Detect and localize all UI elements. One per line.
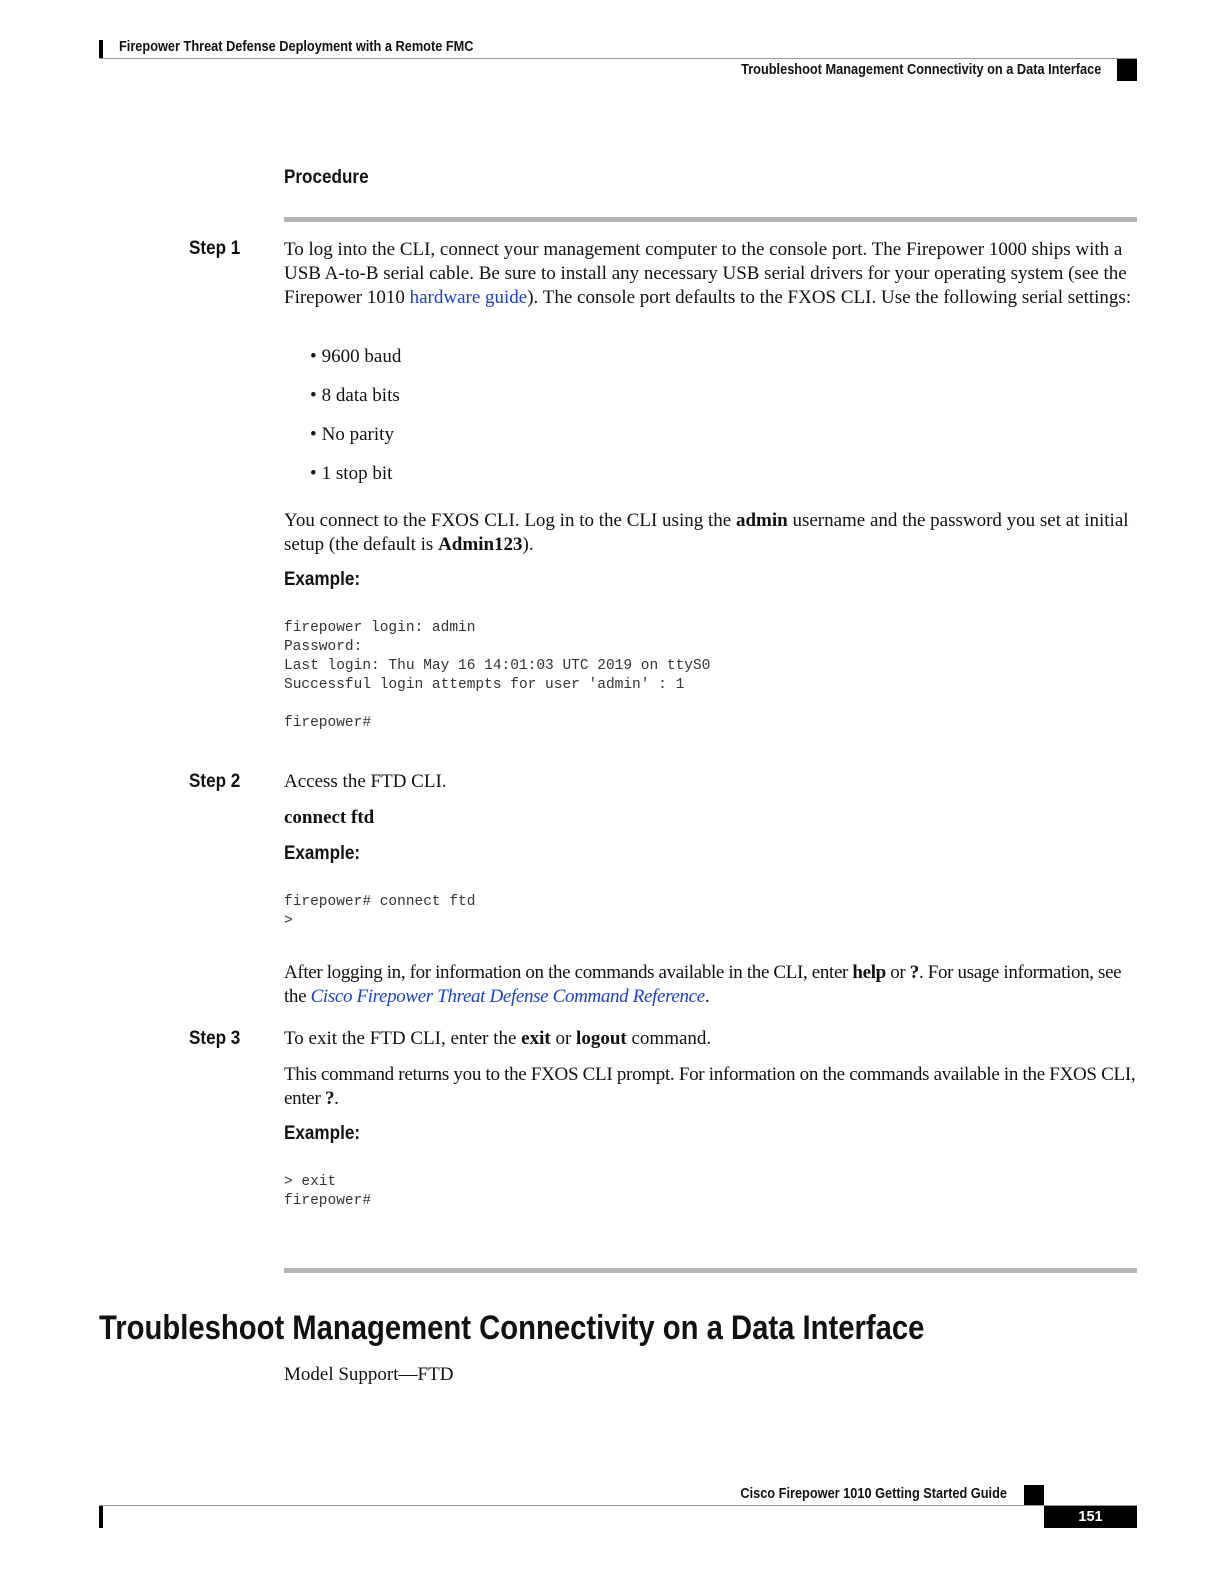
step-2-example-label: Example:	[284, 843, 361, 864]
login-text-2: username and the password you set at initial setup (the default is	[284, 510, 1129, 555]
header-left-bar	[99, 40, 103, 58]
step-1-example-label: Example:	[284, 569, 361, 590]
exit-text-2: command.	[626, 1028, 712, 1049]
step-3-intro	[284, 1027, 1140, 1051]
step-2-command: connect ftd	[284, 807, 375, 828]
procedure-bottom-rule	[284, 1268, 1137, 1273]
step-2-label: Step 2	[189, 771, 241, 792]
footer-rule	[99, 1505, 1137, 1506]
step-3-example-label: Example:	[284, 1123, 361, 1144]
step-1-code-block: firepower login: admin Password: Last login: Thu May 16 14:01:03 UTC 2019 on ttyS0 Successful login attempts for user 'admin' : 1 firepower#	[284, 620, 711, 731]
note-question-command: ?	[324, 1088, 335, 1109]
list-item: • 1 stop bit	[310, 462, 401, 501]
footer-left-bar	[99, 1506, 103, 1528]
exit-text-or: or	[550, 1028, 577, 1049]
header-rule	[99, 58, 1137, 59]
list-item: • 8 data bits	[310, 384, 401, 423]
step-2-after-text	[284, 961, 1140, 1009]
header-section-title: Troubleshoot Management Connectivity on a Data Interface	[740, 62, 1101, 78]
model-support-text: Model Support—FTD	[284, 1364, 454, 1385]
exit-text-1: To exit the FTD CLI, enter the	[284, 1028, 522, 1049]
logout-command: logout	[576, 1028, 627, 1049]
procedure-top-rule	[284, 217, 1137, 222]
step-2-intro: Access the FTD CLI.	[284, 771, 447, 792]
header-black-tab	[1117, 59, 1137, 81]
exit-command: exit	[521, 1028, 551, 1049]
step-3-note	[284, 1063, 1140, 1111]
hardware-guide-link[interactable]: hardware guide	[409, 287, 528, 308]
after-text-3: .	[704, 986, 710, 1007]
step-1-intro-text: To log into the CLI, connect your management computer to the console port. The Firepower 1000 ships with a USB A-to-B serial cable. Be sure to install any necessary USB serial drivers for your operating system (see the Firepower 1010	[284, 239, 1127, 308]
step-3-label: Step 3	[189, 1028, 241, 1049]
note-text-1: This command returns you to the FXOS CLI prompt. For information on the commands available in the FXOS CLI, enter	[284, 1064, 1136, 1109]
list-item: • 9600 baud	[310, 345, 401, 384]
after-text-or: or	[885, 962, 910, 983]
help-command: help	[852, 962, 886, 983]
step-1-login-text	[284, 509, 1140, 557]
step-2-code-block: firepower# connect ftd >	[284, 894, 476, 929]
login-text-3: ).	[522, 534, 534, 555]
command-reference-link[interactable]: Cisco Firepower Threat Defense Command Reference	[310, 986, 705, 1007]
question-command: ?	[909, 962, 919, 983]
step-3-code-block: > exit firepower#	[284, 1174, 372, 1209]
list-item: • No parity	[310, 423, 401, 462]
header-book-title: Firepower Threat Defense Deployment with a Remote FMC	[119, 39, 474, 55]
after-text-2: . For usage information, see the	[284, 962, 1122, 1007]
step-1-label: Step 1	[189, 238, 241, 259]
page-number: 151	[1078, 1509, 1103, 1525]
step-1-intro	[284, 238, 1140, 310]
after-text-1: After logging in, for information on the commands available in the CLI, enter	[284, 962, 853, 983]
login-text-1: You connect to the FXOS CLI. Log in to the CLI using the	[284, 510, 736, 531]
footer-guide-title: Cisco Firepower 1010 Getting Started Guide	[740, 1486, 1007, 1502]
note-text-2: .	[334, 1088, 339, 1109]
footer-black-tab	[1024, 1485, 1044, 1505]
default-password: Admin123	[438, 534, 523, 555]
admin-username: admin	[735, 510, 788, 531]
procedure-heading: Procedure	[284, 167, 369, 188]
serial-settings-list	[310, 345, 401, 501]
section-title: Troubleshoot Management Connectivity on a Data Interface	[99, 1309, 925, 1347]
step-1-intro-text-end: ). The console port defaults to the FXOS CLI. Use the following serial settings:	[527, 287, 1132, 308]
